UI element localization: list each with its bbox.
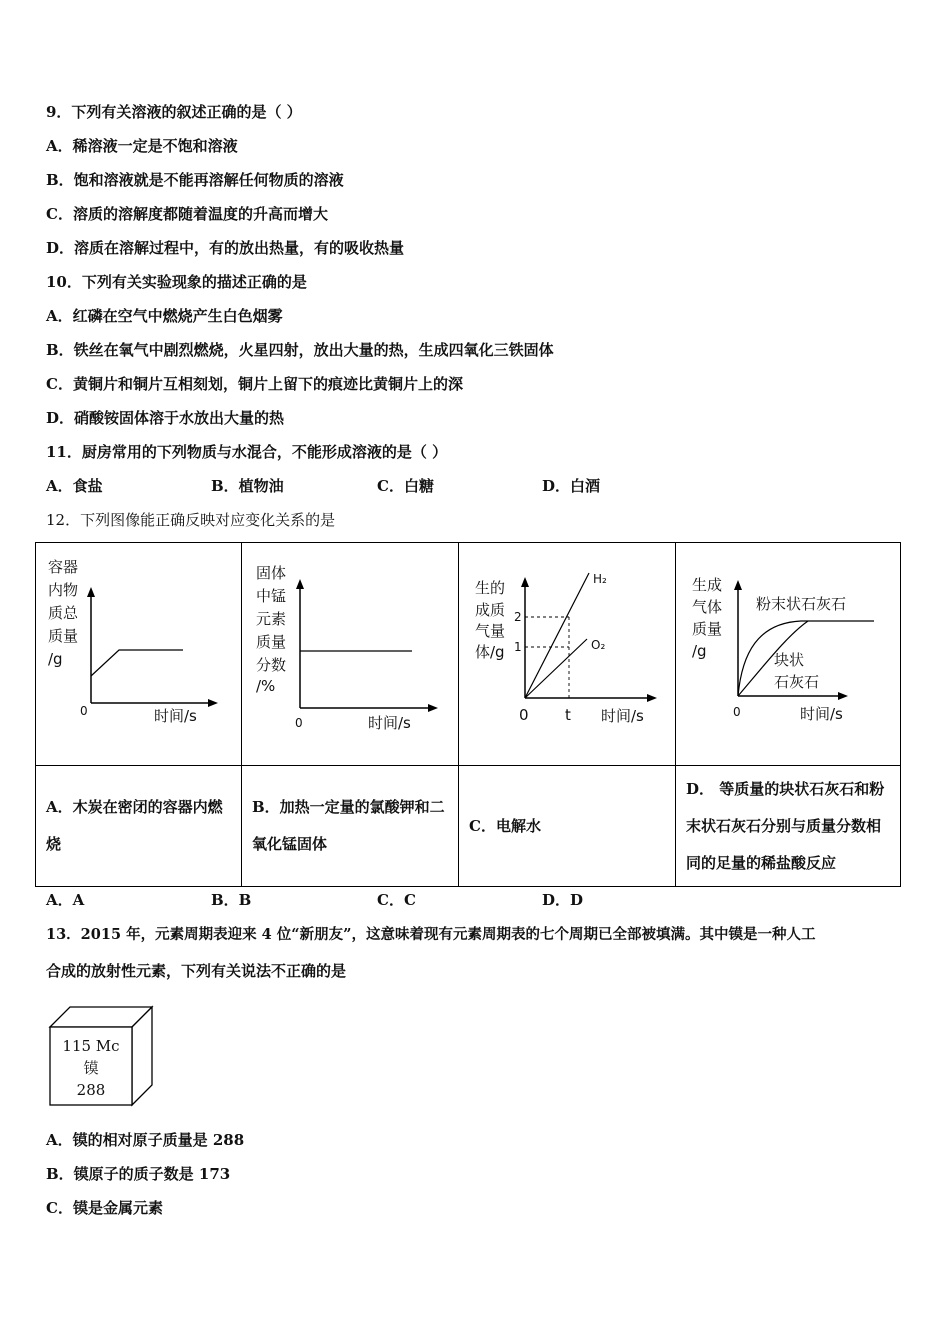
graph-c-t-label: t xyxy=(565,706,571,724)
graph-c-tick-2: 2 xyxy=(514,610,522,624)
graph-b-xlabel: 时间/s xyxy=(368,714,411,732)
graph-d xyxy=(676,543,900,765)
q11-option-c: C．白糖 xyxy=(377,477,434,495)
graph-a-ylabel-5: /g xyxy=(48,650,63,668)
graph-d-cell xyxy=(676,543,901,766)
graph-c-x-arrow xyxy=(647,694,657,702)
graph-c-cell xyxy=(459,543,676,766)
graph-a-y-arrow xyxy=(87,587,95,597)
graph-a-ylabel-1: 容器 xyxy=(48,558,79,576)
graph-b-ylabel-6: /% xyxy=(256,677,276,695)
graph-b-origin: 0 xyxy=(295,716,303,730)
graph-a-ylabel-2: 内物 xyxy=(48,581,79,599)
graph-b-ylabel-4: 质量 xyxy=(256,633,287,651)
q9-option-a: A．稀溶液一定是不饱和溶液 xyxy=(46,137,238,155)
element-card-mc xyxy=(46,1003,158,1109)
element-mass: 288 xyxy=(76,1081,106,1099)
q12-figure-table xyxy=(35,542,901,887)
element-name: 镆 xyxy=(83,1059,99,1077)
caption-a: A．木炭在密闭的容器内燃烧 xyxy=(36,766,242,887)
graph-c-ylabel-4: 体/g xyxy=(475,643,505,661)
graph-c xyxy=(459,543,675,765)
graph-d-powder-label: 粉末状石灰石 xyxy=(756,595,847,613)
graph-a-ylabel-4: 质量 xyxy=(48,627,79,645)
q9-option-b: B．饱和溶液就是不能再溶解任何物质的溶液 xyxy=(46,171,344,189)
graph-d-ylabel-2: 气体 xyxy=(692,598,723,616)
graph-b-ylabel-3: 元素 xyxy=(256,610,287,628)
q13-option-b: B．镆原子的质子数是 173 xyxy=(46,1165,231,1183)
q12-option-d: D．D xyxy=(542,891,584,909)
graph-d-lump-label-1: 块状 xyxy=(774,651,805,669)
q12-option-c: C．C xyxy=(377,891,416,909)
graph-d-origin: 0 xyxy=(733,705,741,719)
graph-c-h2-line xyxy=(525,573,589,698)
caption-b: B．加热一定量的氯酸钾和二氧化锰固体 xyxy=(242,766,459,887)
graph-a-curve xyxy=(91,650,183,676)
graph-b-cell xyxy=(242,543,459,766)
q11-option-b: B．植物油 xyxy=(211,477,284,495)
q11-option-d: D．白酒 xyxy=(542,477,601,495)
q10-option-d: D．硝酸铵固体溶于水放出大量的热 xyxy=(46,409,285,427)
q13-stem-line-1: 13．2015 年，元素周期表迎来 4 位“新朋友”，这意味着现有元素周期表的七个周期已全部被填满。其中镆是一种人工 xyxy=(46,926,816,943)
graph-d-ylabel-4: /g xyxy=(692,642,707,660)
graph-c-y-arrow xyxy=(521,577,529,587)
graph-c-o2-line xyxy=(525,639,587,698)
graph-c-tick-1: 1 xyxy=(514,640,522,654)
q10-option-c: C．黄铜片和铜片互相刻划，铜片上留下的痕迹比黄铜片上的深 xyxy=(46,375,463,393)
graph-b-ylabel-5: 分数 xyxy=(256,656,287,674)
q11-option-a: A．食盐 xyxy=(46,477,103,495)
graph-a-origin: 0 xyxy=(80,704,88,718)
graph-d-xlabel: 时间/s xyxy=(800,705,843,723)
graph-c-o2-label: O₂ xyxy=(591,638,606,652)
graph-a-ylabel-3: 质总 xyxy=(48,604,79,622)
q13-option-c: C．镆是金属元素 xyxy=(46,1199,163,1217)
graph-b-y-arrow xyxy=(296,579,304,589)
q12-option-a: A．A xyxy=(46,891,85,909)
graph-c-ylabel-2: 成质 xyxy=(475,601,506,619)
q12-option-b: B．B xyxy=(211,891,252,909)
graph-a-cell xyxy=(36,543,242,766)
q12-options xyxy=(46,891,646,909)
q9-option-d: D．溶质在溶解过程中，有的放出热量，有的吸收热量 xyxy=(46,239,405,257)
graph-c-origin: 0 xyxy=(519,706,529,724)
graph-b xyxy=(242,543,458,765)
q11-options xyxy=(46,477,646,495)
q9-option-c: C．溶质的溶解度都随着温度的升高而增大 xyxy=(46,205,328,223)
q11-stem: 11．厨房常用的下列物质与水混合，不能形成溶液的是（ ） xyxy=(46,443,448,461)
graph-d-ylabel-1: 生成 xyxy=(692,576,723,594)
graph-d-ylabel-3: 质量 xyxy=(692,620,723,638)
q13-option-a: A．镆的相对原子质量是 288 xyxy=(46,1131,245,1149)
caption-d: D． 等质量的块状石灰石和粉末状石灰石分别与质量分数相同的足量的稀盐酸反应 xyxy=(676,766,901,887)
graph-c-xlabel: 时间/s xyxy=(601,707,644,725)
element-number-symbol: 115 Mc xyxy=(62,1037,120,1055)
graph-d-lump-label-2: 石灰石 xyxy=(774,673,820,691)
q10-option-b: B．铁丝在氧气中剧烈燃烧，火星四射，放出大量的热，生成四氧化三铁固体 xyxy=(46,341,554,359)
graph-d-y-arrow xyxy=(734,580,742,590)
graph-b-x-arrow xyxy=(428,704,438,712)
graph-a xyxy=(36,543,241,765)
q10-option-a: A．红磷在空气中燃烧产生白色烟雾 xyxy=(46,307,283,325)
caption-c: C．电解水 xyxy=(459,766,676,887)
graph-b-ylabel-2: 中锰 xyxy=(256,587,287,605)
graph-c-ylabel-1: 生的 xyxy=(475,579,506,597)
q9-stem: 9．下列有关溶液的叙述正确的是（ ） xyxy=(46,103,302,121)
graph-a-xlabel: 时间/s xyxy=(154,707,197,725)
graph-d-x-arrow xyxy=(838,692,848,700)
q10-stem: 10．下列有关实验现象的描述正确的是 xyxy=(46,273,307,291)
graph-c-ylabel-3: 气量 xyxy=(475,622,506,640)
q13-stem-line-2: 合成的放射性元素，下列有关说法不正确的是 xyxy=(46,962,347,980)
graph-c-h2-label: H₂ xyxy=(593,572,607,586)
graph-b-ylabel-1: 固体 xyxy=(256,564,287,582)
graph-a-x-arrow xyxy=(208,699,218,707)
q12-stem: 12．下列图像能正确反映对应变化关系的是 xyxy=(46,511,336,529)
